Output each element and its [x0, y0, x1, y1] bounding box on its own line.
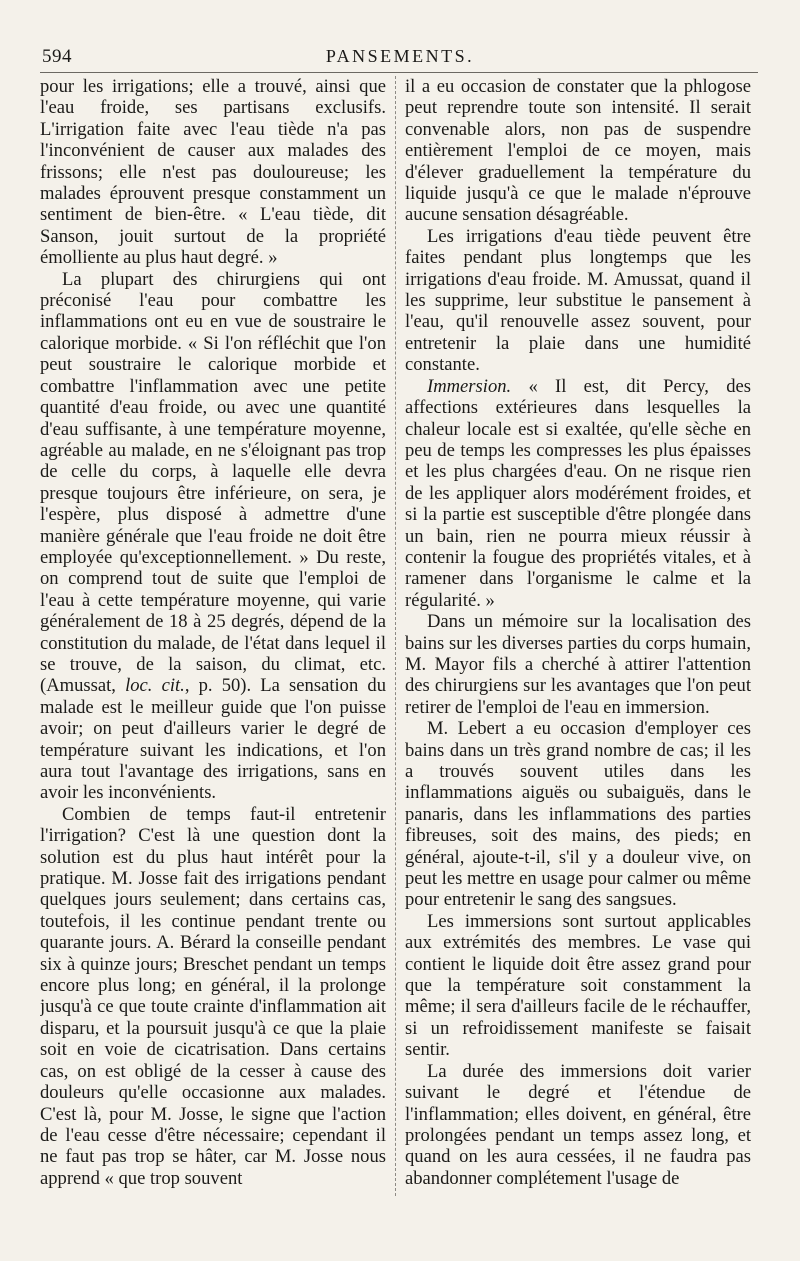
paragraph-text: pour les irrigations; elle a trouvé, ainsi que l'eau froide, ses partisans exclusifs. L'irrigation faite avec l'eau tiède n'a pas l'inconvénient de causer aux malades des frissons; elle n'est pas douloureuse; les malades éprouvent presque constamment un sentiment de bien-être. « L'eau tiède, dit Sanson, jouit surtout de la propriété émolliente au plus haut degré. » — [40, 76, 386, 269]
paragraph — [405, 911, 751, 1061]
paragraph — [405, 1061, 751, 1189]
italic-text: Immersion. — [427, 375, 512, 397]
column-divider — [395, 76, 397, 1196]
paragraph — [40, 804, 386, 1189]
paragraph-text: M. Lebert a eu occasion d'employer ces bains dans un très grand nombre de cas; il les a trouvés souvent utiles dans les inflammations aiguës ou subaiguës, dans le panaris, dans les inflammations des parties fibreuses, soit des mains, des pieds; en général, ajoute-t-il, s'il y a douleur vive, on peut les mettre en usage pour calmer ou même pour entretenir le sang des sangsues. — [405, 718, 751, 911]
paragraph-text: il a eu occasion de constater que la phlogose peut reprendre toute son intensité. Il serait convenable alors, non pas de suspendre entièrement l'emploi de ce moyen, mais d'élever graduellement la température du liquide jusqu'à ce que le malade n'éprouve aucune sensation désagréable. — [405, 76, 751, 226]
paragraph — [40, 76, 386, 269]
paragraph-text: Les irrigations d'eau tiède peuvent être faites pendant plus longtemps que les irrigations d'eau froide. M. Amussat, quand il les supprime, leur substitue le pansement à l'eau, qu'il renouvelle assez souvent, pour entretenir la plaie dans une humidité constante. — [405, 225, 751, 376]
paragraph-text: La durée des immersions doit varier suivant le degré et l'étendue de l'inflammation; elles doivent, en général, être prolongées pendant un temps assez long, et quand on les aura cessées, il ne faudra pas abandonner complétement l'usage de — [405, 1060, 751, 1189]
paragraph-text: , p. 50). La sensation du malade est le meilleur guide que l'on puisse avoir; on peut d'ailleurs varier le degré de température suivant les indications, et l'on aura tout l'avantage des irrigations, sans en avoir les inconvénients. — [40, 675, 386, 804]
italic-text: loc. cit. — [125, 675, 185, 697]
running-title: PANSEMENTS. — [325, 46, 475, 66]
paragraph — [405, 376, 751, 611]
paragraph — [40, 269, 386, 804]
paragraph-text: Dans un mémoire sur la localisation des bains sur les diverses parties du corps humain, M. Mayor fils a cherché à attirer l'attention des chirurgiens sur les avantages que l'on peut retirer de l'emploi de l'eau en immersion. — [405, 611, 751, 718]
left-text-column — [40, 76, 386, 1226]
paragraph — [405, 611, 751, 718]
paragraph — [405, 76, 751, 226]
paragraph-text: La plupart des chirurgiens qui ont préconisé l'eau pour combattre les inflammations ont eu en vue de soustraire le calorique morbide. « Si l'on réfléchit que l'on peut soustraire le calorique morbide et combattre l'inflammation avec une petite quantité d'eau froide, ou avec une quantité d'eau suffisante, à une température moyenne, agréable au malade, en ne s'éloignant pas trop de celle du corps, à laquelle elle devra presque toujours être inférieure, on sera, je l'espère, plus disposé à admettre d'une manière générale que l'eau froide ne doit être employée qu'exceptionnellement. » Du reste, on comprend tout de suite que l'emploi de l'eau à cette température moyenne, qui varie généralement de 18 à 25 degrés, dépend de la constitution du malade, de l'état dans lequel il se trouve, de la saison, du climat, etc. (Amussat, — [40, 268, 386, 697]
paragraph — [405, 718, 751, 911]
paragraph-text: « Il est, dit Percy, des affections extérieures dans lesquelles la chaleur locale est si exaltée, qu'elle sèche en peu de temps les compresses les plus épaisses et les plus chargées d'eau. On ne risque rien de les appliquer alors modérément froides, et si la partie est susceptible d'être plongée dans un bain, rien ne pourra mieux réussir à contenir la fougue des propriétés vitales, et à ramener dans l'organisme le calme et la régularité. » — [405, 375, 751, 611]
paragraph-text: Combien de temps faut-il entretenir l'irrigation? C'est là une question dont la solution est du plus haut intérêt pour la pratique. M. Josse fait des irrigations pendant quelques jours seulement; dans certains cas, toutefois, il les continue pendant trente ou quarante jours. A. Bérard la conseille pendant six à quinze jours; Breschet pendant un temps encore plus long; en général, il la prolonge jusqu'à ce que toute crainte d'inflammation ait disparu, et la poursuit jusqu'à ce que la plaie soit en voie de cicatrisation. Dans certains cas, on est obligé de la cesser à cause des douleurs qu'elle occasionne aux malades. C'est là, pour M. Josse, le signe que l'action de l'eau cesse d'être nécessaire; cependant il ne faut pas trop se hâter, car M. Josse nous apprend « que trop souvent — [40, 803, 386, 1189]
right-text-column — [405, 76, 751, 1226]
paragraph-text: Les immersions sont surtout applicables aux extrémités des membres. Le vase qui contient le liquide doit être assez grand pour que la température soit constamment la même; il sera d'ailleurs facile de le réchauffer, si un refroidissement manifeste se faisait sentir. — [405, 910, 751, 1061]
header-rule — [40, 72, 758, 73]
page-header — [42, 46, 758, 70]
paragraph — [405, 226, 751, 376]
page-number: 594 — [42, 46, 72, 67]
